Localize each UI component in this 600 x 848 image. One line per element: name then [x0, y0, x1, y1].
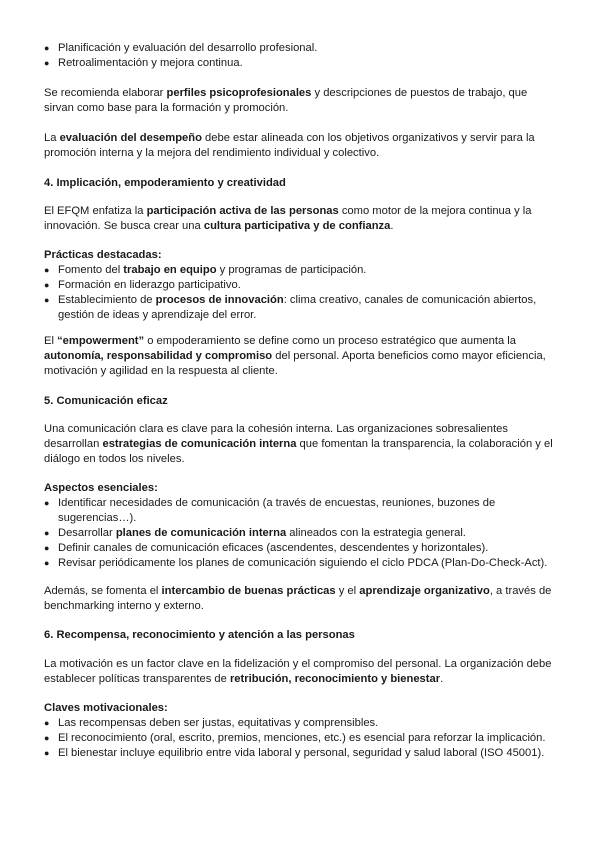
- subheading-practicas: Prácticas destacadas:: [44, 249, 162, 261]
- list-item: ● Revisar periódicamente los planes de comunicación siguiendo el ciclo PDCA (Plan-Do-Check-Act).: [44, 556, 559, 571]
- section-heading-5: 5. Comunicación eficaz: [44, 395, 168, 407]
- paragraph-efqm: El EFQM enfatiza la participación activa de las personas como motor de la mejora continua y la innovación. Se busca crear una cultura participativa y de confianza.: [44, 205, 532, 232]
- list-item: ● Formación en liderazgo participativo.: [44, 278, 559, 293]
- paragraph-empowerment: El “empowerment” o empoderamiento se define como un proceso estratégico que aumenta la autonomía, responsabilidad y compromiso del personal. Aporta beneficios como mayor eficiencia, motivación y agilidad en la respuesta al cliente.: [44, 335, 546, 377]
- list-item: ● Planificación y evaluación del desarrollo profesional.: [44, 41, 559, 56]
- list-item: ● Establecimiento de procesos de innovación: clima creativo, canales de comunicación abiertos, gestión de ideas y aprendizaje del error.: [44, 293, 559, 323]
- bullet-list-practicas: [44, 263, 559, 323]
- subheading-aspectos: Aspectos esenciales:: [44, 482, 158, 494]
- paragraph-motivacion: La motivación es un factor clave en la fidelización y el compromiso del personal. La organización debe establecer políticas transparentes de retribución, reconocimiento y bienestar.: [44, 658, 552, 685]
- paragraph-intercambio: Además, se fomenta el intercambio de buenas prácticas y el aprendizaje organizativo, a través de benchmarking interno y externo.: [44, 585, 552, 612]
- list-item: ● Retroalimentación y mejora continua.: [44, 56, 559, 71]
- list-item: ● Fomento del trabajo en equipo y programas de participación.: [44, 263, 559, 278]
- paragraph-evaluacion: La evaluación del desempeño debe estar alineada con los objetivos organizativos y servir para la promoción interna y la mejora del rendimiento individual y colectivo.: [44, 132, 535, 159]
- bullet-list-claves: [44, 716, 559, 761]
- section-heading-4: 4. Implicación, empoderamiento y creatividad: [44, 177, 286, 189]
- bullet-list-aspectos: [44, 496, 559, 571]
- list-item: ● Las recompensas deben ser justas, equitativas y comprensibles.: [44, 716, 559, 731]
- list-item: ● El reconocimiento (oral, escrito, premios, menciones, etc.) es esencial para reforzar la implicación.: [44, 731, 559, 746]
- bullet-list-top: [44, 41, 559, 71]
- paragraph-perfiles: Se recomienda elaborar perfiles psicoprofesionales y descripciones de puestos de trabajo, que sirvan como base para la formación y promoción.: [44, 87, 528, 114]
- list-item: ● Desarrollar planes de comunicación interna alineados con la estrategia general.: [44, 526, 559, 541]
- list-item: ● Identificar necesidades de comunicación (a través de encuestas, reuniones, buzones de sugerencias…).: [44, 496, 559, 526]
- paragraph-comunicacion: Una comunicación clara es clave para la cohesión interna. Las organizaciones sobresalientes desarrollan estrategias de comunicación interna que fomentan la transparencia, la colaboración y el diálogo en todos los niveles.: [44, 423, 553, 465]
- list-item: ● Definir canales de comunicación eficaces (ascendentes, descendentes y horizontales).: [44, 541, 559, 556]
- section-heading-6: 6. Recompensa, reconocimiento y atención a las personas: [44, 629, 355, 641]
- list-item: ● El bienestar incluye equilibrio entre vida laboral y personal, seguridad y salud laboral (ISO 45001).: [44, 746, 559, 761]
- subheading-claves: Claves motivacionales:: [44, 702, 168, 714]
